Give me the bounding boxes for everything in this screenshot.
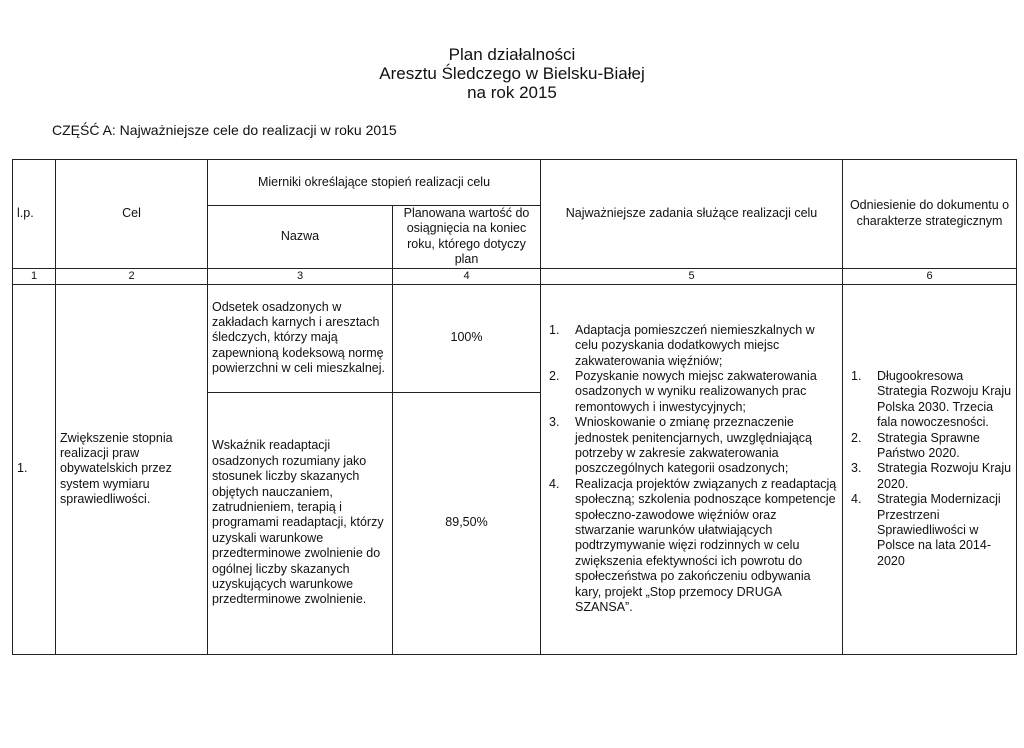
- odniesienie-item: [847, 431, 1012, 462]
- odniesienie-text: Długookresowa Strategia Rozwoju Kraju Polska 2030. Trzecia fala nowoczesności.: [877, 368, 1012, 430]
- zadanie-text: Wnioskowanie o zmianę przeznaczenie jednostek penitencjarnych, uwzględniającą potrzeby w zakresie zakwaterowania poszczególnych kategorii osadzonych;: [575, 415, 812, 476]
- zadanie-item: [545, 477, 838, 616]
- header-odniesienie: Odniesienie do dokumentu o charakterze strategicznym: [843, 160, 1017, 269]
- section-title: CZĘŚĆ A: Najważniejsze cele do realizacji w roku 2015: [52, 122, 397, 138]
- odniesienie-text: Strategia Sprawne Państwo 2020.: [877, 430, 980, 461]
- odniesienie-number: 1.: [851, 368, 862, 383]
- miernik-wartosc-1: 100%: [393, 284, 541, 392]
- miernik-nazwa-1: Odsetek osadzonych w zakładach karnych i aresztach śledczych, którzy mają zapewnioną kodeksową normę powierzchni w celi mieszkalnej.: [208, 284, 393, 392]
- odniesienie-number: 4.: [851, 492, 862, 507]
- zadanie-item: [545, 323, 838, 369]
- odniesienie-text: Strategia Modernizacji Przestrzeni Sprawiedliwości w Polsce na lata 2014-2020: [877, 492, 1001, 568]
- column-number-row: [13, 268, 1017, 284]
- header-zadania: Najważniejsze zadania służące realizacji celu: [541, 160, 843, 269]
- column-number: 4: [393, 268, 541, 284]
- zadanie-item: [545, 369, 838, 415]
- row-lp: 1.: [13, 284, 56, 654]
- odniesienie-item: [847, 461, 1012, 492]
- row-zadania: [541, 284, 843, 654]
- zadanie-text: Adaptacja pomieszczeń niemieszkalnych w celu pozyskania dodatkowych miejsc zakwaterowania więźniów;: [575, 322, 815, 368]
- table-row: [13, 284, 1017, 392]
- odniesienie-item: [847, 492, 1012, 569]
- title-line-1: Plan działalności: [448, 45, 576, 64]
- row-odniesienie: [843, 284, 1017, 654]
- zadanie-number: 4.: [549, 476, 560, 491]
- header-planowana: Planowana wartość do osiągnięcia na koniec roku, którego dotyczy plan: [393, 206, 541, 269]
- header-cel: Cel: [56, 160, 208, 269]
- zadanie-item: [545, 415, 838, 477]
- odniesienie-number: 3.: [851, 461, 862, 476]
- zadanie-text: Realizacja projektów związanych z readaptacją społeczną; szkolenia podnoszące kompetencje społeczno-zawodowe więźniów oraz stwarzanie warunków ułatwiających podtrzymywanie więzi rodzinnych w celu zwiększenia efektywności ich powrotu do społeczeństwa po zakończeniu odbywania kary, projekt „Stop przemocy DRUGA SZANSA”.: [575, 476, 837, 615]
- document-title: [0, 45, 1024, 102]
- column-number: 1: [13, 268, 56, 284]
- column-number: 3: [208, 268, 393, 284]
- zadanie-number: 1.: [549, 322, 560, 337]
- zadanie-number: 2.: [549, 368, 560, 383]
- plan-table: [12, 159, 1017, 655]
- zadanie-text: Pozyskanie nowych miejsc zakwaterowania osadzonych w wyniku realizowanych prac remontowych i inwestycyjnych;: [575, 368, 817, 414]
- column-number: 2: [56, 268, 208, 284]
- zadanie-number: 3.: [549, 415, 560, 430]
- title-line-3: na rok 2015: [467, 83, 557, 102]
- header-mierniki: Mierniki określające stopień realizacji celu: [208, 160, 541, 206]
- header-nazwa: Nazwa: [208, 206, 393, 269]
- header-lp: l.p.: [13, 160, 56, 269]
- row-cel: Zwiększenie stopnia realizacji praw obywatelskich przez system wymiaru sprawiedliwości.: [56, 284, 208, 654]
- column-number: 6: [843, 268, 1017, 284]
- miernik-nazwa-2: Wskaźnik readaptacji osadzonych rozumiany jako stosunek liczby skazanych objętych nauczaniem, zatrudnieniem, terapią i programami readaptacji, którzy uzyskali warunkowe przedterminowe zwolnienie do ogólnej liczby skazanych uzyskujących warunkowe przedterminowe zwolnienie.: [208, 392, 393, 654]
- title-line-2: Aresztu Śledczego w Bielsku-Białej: [379, 64, 645, 83]
- odniesienie-item: [847, 369, 1012, 431]
- miernik-wartosc-2: 89,50%: [393, 392, 541, 654]
- odniesienie-text: Strategia Rozwoju Kraju 2020.: [877, 461, 1012, 491]
- column-number: 5: [541, 268, 843, 284]
- odniesienie-number: 2.: [851, 430, 862, 445]
